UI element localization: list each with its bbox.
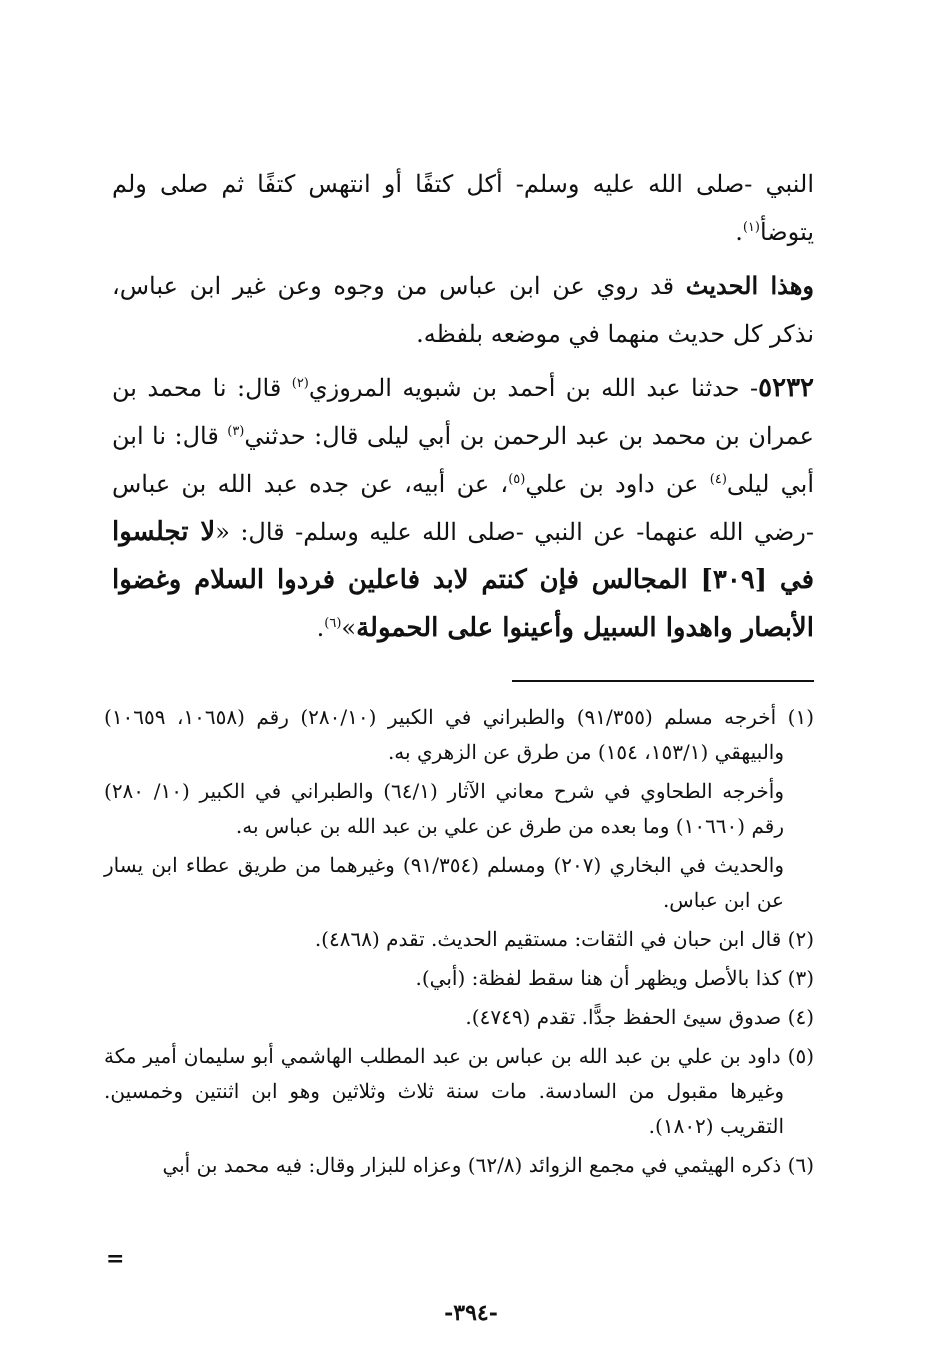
main-text [112,160,814,658]
continuation-mark: = [106,1246,125,1272]
hadith-chain-e: ، عن أبيه، عن جده عبد الله بن عباس -رضي الله عنهما- عن النبي -صلى الله عليه وسلم- قال: « [112,470,815,546]
footnote-1-continued-2: والحديث في البخاري (٢٠٧) ومسلم (٩١/٣٥٤) وغيرهما من طريق عطاء ابن يسار عن ابن عباس. [104,853,785,912]
hadith-chain-b: قال: نا محمد بن عمران بن محمد بن عبد الرحمن بن أبي ليلى قال: حدثني [112,374,815,450]
footnote-5: (٥) داود بن علي بن عبد الله بن عباس بن عبد المطلب الهاشمي أبو سليمان أمير مكة وغيرها مقبول من السادسة. مات سنة ثلاث وثلاثين وهو ابن اثنتين وخمسين. التقريب (١٨٠٢). [104,1044,814,1138]
paragraph-1 [112,160,814,256]
footnote-3: (٣) كذا بالأصل ويظهر أن هنا سقط لفظة: (أبي). [415,966,814,990]
hadith-number: ٥٢٣٢ [758,373,815,403]
paragraph-2-lead: وهذا الحديث [685,271,814,300]
footnote-1-continued: وأخرجه الطحاوي في شرح معاني الآثار (٦٤/١) والطبراني في الكبير (١٠/ ٢٨٠) رقم (١٠٦٦٠) وما بعده من طرق عن علي بن عبد الله بن عباس به. [104,779,784,838]
footnote-ref-3[interactable]: (٣) [227,424,245,439]
paragraph-1-text: النبي -صلى الله عليه وسلم- أكل كتفًا أو انتهس كتفًا ثم صلى ولم يتوضأ [112,170,814,246]
footnotes [104,700,814,1187]
page-number: -٣٩٤- [444,1300,498,1326]
footnote-ref-2[interactable]: (٢) [291,376,309,391]
hadith-chain-c: قال: نا ابن أبي ليلى [112,422,815,498]
footnote-ref-1[interactable]: (١) [742,220,760,235]
footnote-divider [512,680,814,682]
hadith-paragraph [112,364,814,652]
footnote-ref-4[interactable]: (٤) [709,472,727,487]
footnote-1: (١) أخرجه مسلم (٩١/٣٥٥) والطبراني في الكبير (٢٨٠/١٠) رقم (١٠٦٥٨، ١٠٦٥٩) والبيهقي (١٥٣/١، ١٥٤) من طرق عن الزهري به. [104,705,814,764]
paragraph-2-text: قد روي عن ابن عباس من وجوه وعن غير ابن عباس، نذكر كل حديث منهما في موضعه بلفظه. [112,272,814,348]
hadith-end: . [316,614,325,642]
footnote-ref-6[interactable]: (٦) [324,616,342,631]
paragraph-1-end: . [735,218,743,246]
footnote-4: (٤) صدوق سيئ الحفظ جدًّا. تقدم (٤٧٤٩). [465,1005,814,1029]
footnote-ref-5[interactable]: (٥) [508,472,526,487]
footnote-2: (٢) قال ابن حبان في الثقات: مستقيم الحديث. تقدم (٤٨٦٨). [314,927,814,951]
paragraph-2 [112,262,814,358]
hadith-chain-a: - حدثنا عبد الله بن أحمد بن شبويه المروزي [308,374,759,402]
hadith-close-quote: » [341,614,357,642]
hadith-chain-d: عن داود بن علي [525,470,710,498]
hadith-text: لا تجلسوا في [٣٠٩] المجالس فإن كنتم لابد فاعلين فردوا السلام وغضوا الأبصار واهدوا السبيل وأعينوا على الحمولة [112,517,814,643]
footnote-6: (٦) ذكره الهيثمي في مجمع الزوائد (٦٢/٨) وعزاه للبزار وقال: فيه محمد بن أبي [162,1153,814,1177]
